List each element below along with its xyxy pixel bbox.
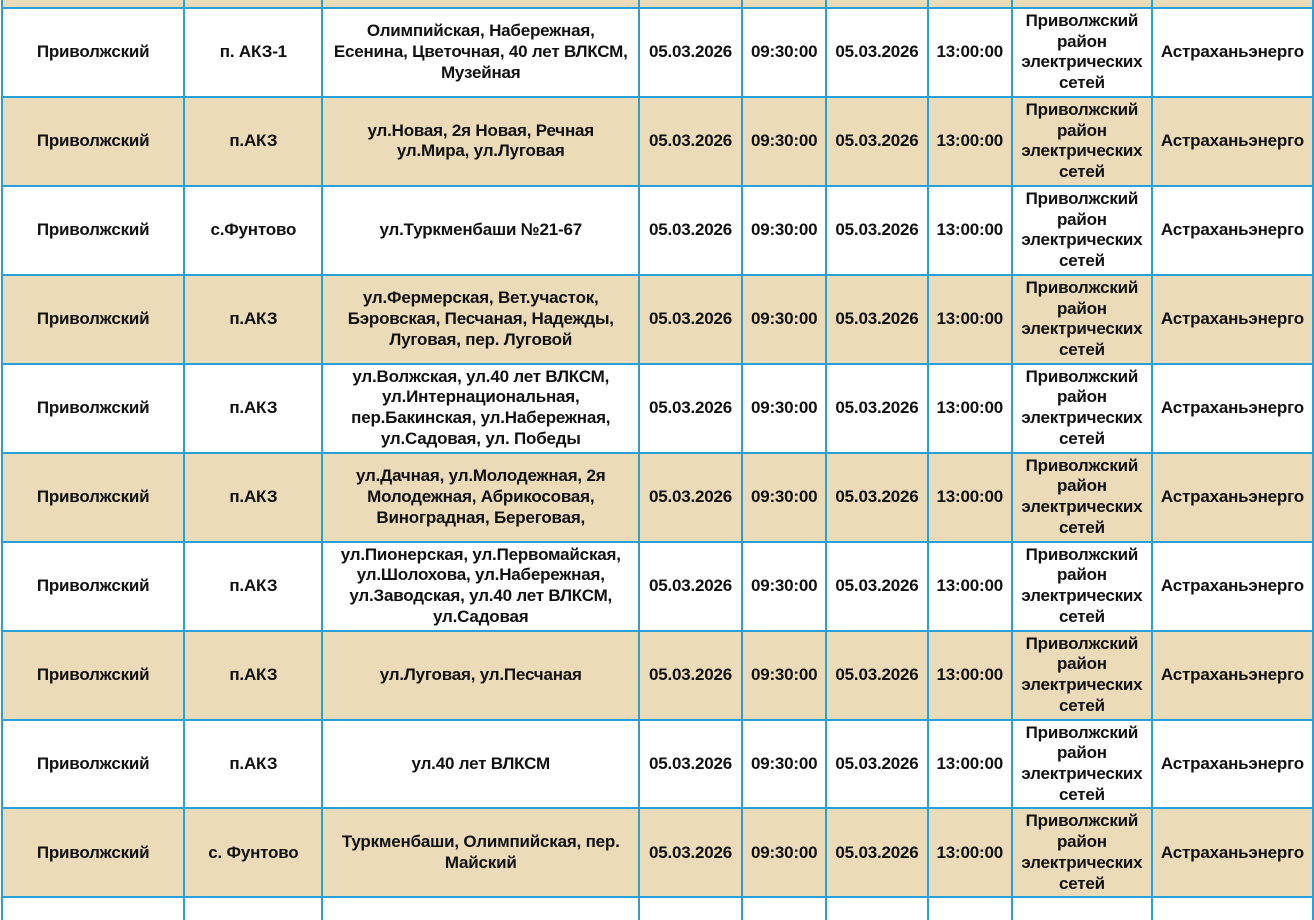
cell-streets: ул.Туркменбаши №21-67 xyxy=(322,186,639,275)
cell-organization: Приволжский район электрических сетей xyxy=(1012,97,1152,186)
cell-district: Приволжский xyxy=(2,364,184,453)
cell-district: Приволжский xyxy=(2,8,184,97)
cell-end-time: 13:00:00 xyxy=(928,631,1012,720)
cell-start-time xyxy=(742,897,826,920)
cell-start-date: 05.03.2026 xyxy=(639,808,742,897)
cell-company: Астраханьэнерго xyxy=(1152,542,1313,631)
cell-settlement: п.АКЗ xyxy=(184,720,322,809)
table-row xyxy=(2,364,1313,453)
cell-start-date: 05.03.2026 xyxy=(639,275,742,364)
cell-start-time xyxy=(742,0,826,8)
table-row-partial-top xyxy=(2,0,1313,8)
table-row xyxy=(2,186,1313,275)
cell-start-date xyxy=(639,897,742,920)
cell-streets: ул.Луговая, ул.Песчаная xyxy=(322,631,639,720)
cell-district: Приволжский xyxy=(2,808,184,897)
cell-company: Астраханьэнерго xyxy=(1152,186,1313,275)
cell-end-date: 05.03.2026 xyxy=(826,8,927,97)
cell-company: Астраханьэнерго xyxy=(1152,275,1313,364)
cell-organization: Приволжский район электрических сетей xyxy=(1012,808,1152,897)
cell-end-time: 13:00:00 xyxy=(928,97,1012,186)
cell-organization: Приволжский район электрических сетей xyxy=(1012,542,1152,631)
cell-end-date: 05.03.2026 xyxy=(826,631,927,720)
cell-end-date: 05.03.2026 xyxy=(826,720,927,809)
cell-settlement: п.АКЗ xyxy=(184,542,322,631)
cell-company: Астраханьэнерго xyxy=(1152,631,1313,720)
table-row xyxy=(2,8,1313,97)
cell-start-time: 09:30:00 xyxy=(742,453,826,542)
cell-settlement: п.АКЗ xyxy=(184,453,322,542)
cell-district xyxy=(2,897,184,920)
cell-organization: Приволжский район электрических сетей xyxy=(1012,275,1152,364)
cell-start-date: 05.03.2026 xyxy=(639,8,742,97)
cell-end-date: 05.03.2026 xyxy=(826,275,927,364)
cell-end-time: 13:00:00 xyxy=(928,720,1012,809)
cell-streets: ул.Новая, 2я Новая, Речная ул.Мира, ул.Луговая xyxy=(322,97,639,186)
cell-district: Приволжский xyxy=(2,186,184,275)
cell-company xyxy=(1152,897,1313,920)
cell-end-time: 13:00:00 xyxy=(928,453,1012,542)
cell-company: Астраханьэнерго xyxy=(1152,8,1313,97)
cell-end-time: 13:00:00 xyxy=(928,186,1012,275)
cell-end-time: 13:00:00 xyxy=(928,808,1012,897)
cell-district: Приволжский xyxy=(2,275,184,364)
table-row xyxy=(2,453,1313,542)
table-row xyxy=(2,808,1313,897)
cell-settlement: п.АКЗ xyxy=(184,364,322,453)
cell-start-date xyxy=(639,0,742,8)
cell-end-date: 05.03.2026 xyxy=(826,542,927,631)
cell-company: Астраханьэнерго xyxy=(1152,808,1313,897)
cell-start-date: 05.03.2026 xyxy=(639,720,742,809)
table-row xyxy=(2,542,1313,631)
cell-streets xyxy=(322,897,639,920)
cell-district: Приволжский xyxy=(2,453,184,542)
cell-company: Астраханьэнерго xyxy=(1152,453,1313,542)
cell-end-date: 05.03.2026 xyxy=(826,808,927,897)
table-row-partial-bottom xyxy=(2,897,1313,920)
cell-start-date: 05.03.2026 xyxy=(639,542,742,631)
cell-start-date: 05.03.2026 xyxy=(639,631,742,720)
outage-schedule-table xyxy=(1,0,1314,920)
cell-organization: Приволжский район электрических сетей xyxy=(1012,186,1152,275)
cell-end-time: 13:00:00 xyxy=(928,542,1012,631)
cell-district: Приволжский xyxy=(2,631,184,720)
cell-start-time: 09:30:00 xyxy=(742,186,826,275)
table-row xyxy=(2,631,1313,720)
cell-streets: ул.Дачная, ул.Молодежная, 2я Молодежная, Абрикосовая, Виноградная, Береговая, xyxy=(322,453,639,542)
cell-company xyxy=(1152,0,1313,8)
cell-organization: Приволжский район электрических сетей xyxy=(1012,631,1152,720)
cell-start-date: 05.03.2026 xyxy=(639,186,742,275)
table-row xyxy=(2,275,1313,364)
cell-settlement: с. Фунтово xyxy=(184,808,322,897)
cell-streets: Олимпийская, Набережная, Есенина, Цветочная, 40 лет ВЛКСМ, Музейная xyxy=(322,8,639,97)
cell-end-date xyxy=(826,897,927,920)
cell-start-time: 09:30:00 xyxy=(742,97,826,186)
cell-streets: ул.40 лет ВЛКСМ xyxy=(322,720,639,809)
cell-start-time: 09:30:00 xyxy=(742,8,826,97)
cell-start-time: 09:30:00 xyxy=(742,364,826,453)
cell-settlement xyxy=(184,897,322,920)
cell-settlement: с.Фунтово xyxy=(184,186,322,275)
cell-end-time xyxy=(928,897,1012,920)
cell-company: Астраханьэнерго xyxy=(1152,97,1313,186)
cell-settlement: п.АКЗ xyxy=(184,275,322,364)
cell-streets: ул.Волжская, ул.40 лет ВЛКСМ, ул.Интернациональная, пер.Бакинская, ул.Набережная, ул.Садовая, ул. Победы xyxy=(322,364,639,453)
table-body xyxy=(2,0,1313,920)
cell-end-date: 05.03.2026 xyxy=(826,453,927,542)
cell-start-time: 09:30:00 xyxy=(742,808,826,897)
cell-settlement: п.АКЗ xyxy=(184,97,322,186)
cell-end-time: 13:00:00 xyxy=(928,275,1012,364)
cell-end-date: 05.03.2026 xyxy=(826,186,927,275)
cell-streets: Туркменбаши, Олимпийская, пер. Майский xyxy=(322,808,639,897)
cell-organization: Приволжский район электрических сетей xyxy=(1012,720,1152,809)
table-row xyxy=(2,97,1313,186)
cell-district: Приволжский xyxy=(2,720,184,809)
cell-streets: ул.Фермерская, Вет.участок, Бэровская, Песчаная, Надежды, Луговая, пер. Луговой xyxy=(322,275,639,364)
cell-end-time: 13:00:00 xyxy=(928,8,1012,97)
cell-organization: Приволжский район электрических сетей xyxy=(1012,8,1152,97)
cell-start-time: 09:30:00 xyxy=(742,275,826,364)
cell-settlement xyxy=(184,0,322,8)
table-row xyxy=(2,720,1313,809)
cell-company: Астраханьэнерго xyxy=(1152,364,1313,453)
cell-end-date: 05.03.2026 xyxy=(826,97,927,186)
cell-settlement: п. АКЗ-1 xyxy=(184,8,322,97)
cell-start-date: 05.03.2026 xyxy=(639,97,742,186)
cell-start-date: 05.03.2026 xyxy=(639,364,742,453)
cell-district xyxy=(2,0,184,8)
cell-end-time: 13:00:00 xyxy=(928,364,1012,453)
cell-start-time: 09:30:00 xyxy=(742,720,826,809)
cell-organization xyxy=(1012,897,1152,920)
cell-end-time xyxy=(928,0,1012,8)
cell-district: Приволжский xyxy=(2,97,184,186)
cell-district: Приволжский xyxy=(2,542,184,631)
cell-streets: ул.Пионерская, ул.Первомайская, ул.Шолохова, ул.Набережная, ул.Заводская, ул.40 лет ВЛКСМ, ул.Садовая xyxy=(322,542,639,631)
cell-organization: Приволжский район электрических сетей xyxy=(1012,453,1152,542)
cell-start-time: 09:30:00 xyxy=(742,542,826,631)
cell-start-date: 05.03.2026 xyxy=(639,453,742,542)
cell-streets xyxy=(322,0,639,8)
cell-organization: Приволжский район электрических сетей xyxy=(1012,364,1152,453)
cell-end-date xyxy=(826,0,927,8)
cell-organization xyxy=(1012,0,1152,8)
cell-settlement: п.АКЗ xyxy=(184,631,322,720)
cell-start-time: 09:30:00 xyxy=(742,631,826,720)
cell-end-date: 05.03.2026 xyxy=(826,364,927,453)
cell-company: Астраханьэнерго xyxy=(1152,720,1313,809)
